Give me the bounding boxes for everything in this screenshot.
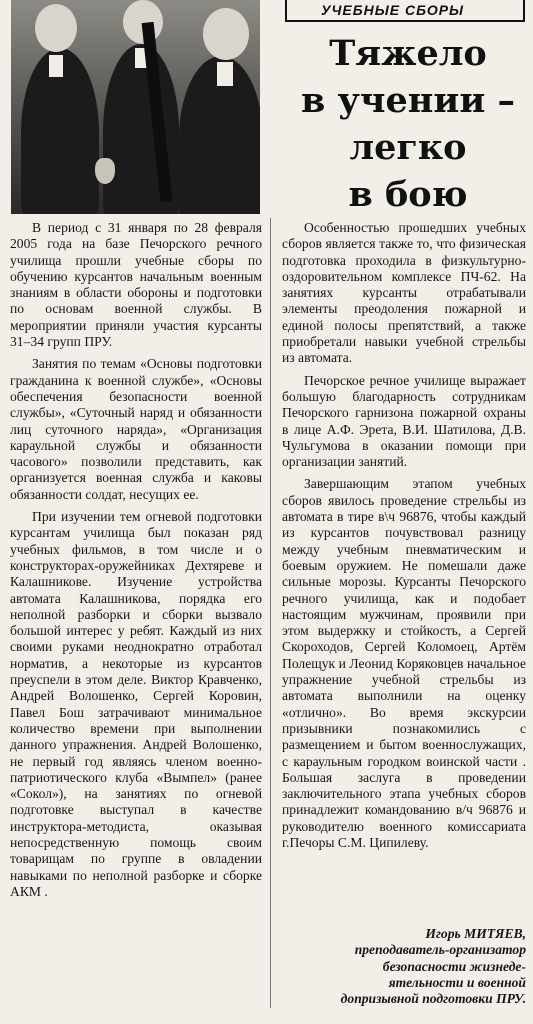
- paragraph: При изучении тем огневой подготовки курсантам училища был показан ряд учебных фильмов, в том числе и о конструкторах-оружейниках Дехтяреве и Калашникове. Изучение устройства автомата Калашникова, порядка его неполной разборки и сборки вызвало большой интерес у ребят. Каждый из них своими руками неоднократно отработал норматив, а некоторые из курсантов преуспели в этом деле. Виктор Кравченко, Андрей Волошенко, Сергей Коровин, Павел Бош затрачивают минимальное количество времени при выполнении данного упражнения. Андрей Волошенко, не первый год являясь членом военно-патриотического клуба «Вымпел» (ранее «Сокол»), на занятиях по огневой подготовке выступал в качестве инструктора-методиста, оказывая непосредственную помощь своим товарищам по группе в овладении навыками по неполной разборке и сборке АКМ .: [10, 509, 262, 899]
- paragraph: Печорское речное училище выражает большую благодарность сотрудникам Печорского гарнизона пожарной охраны в лице А.Ф. Эрета, В.И. Шатилова, Д.В. Чульгумова в оказании помощи при организации занятий.: [282, 372, 526, 470]
- headline-line: в бою: [348, 174, 468, 215]
- paragraph: Особенностью прошедших учебных сборов является также то, что физическая подготовка проходила в физкультурно-оздоровительном комплексе ПЧ-62. На занятиях курсанты отрабатывали элементы преодоления пожарной и единой полосы препятствий, а также приобретали навыки учебной стрельбы из автомата.: [282, 220, 526, 366]
- paragraph: Занятия по темам «Основы подготовки гражданина к военной службе», «Основы обеспечения безопасности военной службы», «Суточный наряд и обязанности лиц суточного наряда», «Организация караульной службы и обязанности часового» позволили представить, как организуется военная служба и каковы обязанности солдат, несущих ее.: [10, 356, 262, 502]
- author-title-line: безопасности жизнеде-: [382, 958, 526, 974]
- paragraph: В период с 31 января по 28 февраля 2005 года на базе Печорского речного училища прошли учебные сборы по обучению курсантов начальным военным знаниям в области обороны и подготовки по основам военной службы. В мероприятии приняли участия курсанты 31–34 групп ПРУ.: [10, 220, 262, 350]
- author-name: Игорь МИТЯЕВ,: [425, 926, 526, 941]
- headline-line: в учении –: [300, 80, 516, 121]
- author-signature: [282, 926, 526, 1007]
- article-headline: [290, 30, 526, 218]
- headline-line: Тяжело: [329, 33, 487, 74]
- article-photo: [11, 0, 260, 214]
- column-divider: [270, 218, 271, 1008]
- article-column-left: [10, 220, 262, 906]
- author-title-line: допризывной подготовки ПРУ.: [340, 991, 526, 1007]
- author-title-line: преподаватель-организатор: [354, 942, 526, 958]
- headline-line: легко: [349, 127, 467, 168]
- article-column-right: [282, 220, 526, 857]
- author-title-line: ятельности и военной: [388, 974, 526, 990]
- section-rubric: [285, 0, 525, 22]
- rubric-label: УЧЕБНЫЕ СБОРЫ: [321, 2, 465, 18]
- paragraph: Завершающим этапом учебных сборов явилось проведение стрельбы из автомата в тире в\ч 96876, чтобы каждый из курсантов почувствовал разницу между учебным пневматическим и боевым оружием. Не помешали даже сильные морозы. Курсанты Печорского речного училища, как и подобает настоящим мужчинам, проявили при этом выдержку и стойкость, а Сергей Скороходов, Сергей Коломоец, Артём Полещук и Леонид Коряковцев начальное упражнение учебной стрельбы из автомата выполнили на оценку «отлично». Во время экскурсии призывники познакомились с размещением и бытом военнослужащих, с караульным городком воинской части . Большая заслуга в проведении заключительного этапа учебных сборов принадлежит командованию в/ч 96876 и руководителю военного комиссариата г.Печоры С.М. Ципилеву.: [282, 476, 526, 850]
